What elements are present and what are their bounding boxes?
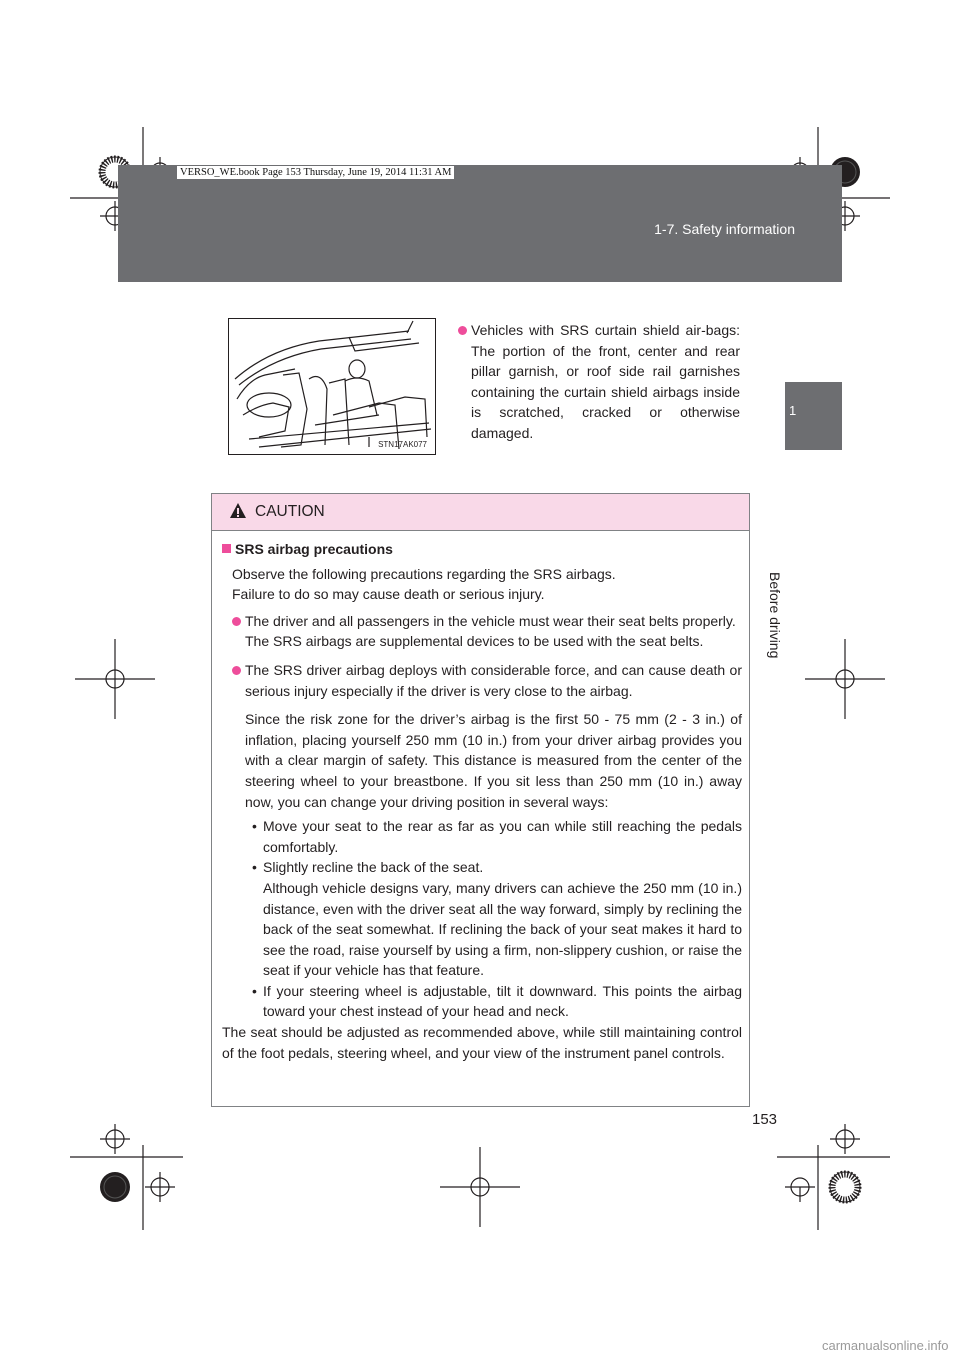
caution-bullet xyxy=(222,611,742,652)
chapter-number: 1 xyxy=(789,403,797,418)
airbag-figure xyxy=(228,318,436,455)
caution-box xyxy=(211,493,750,1107)
caution-heading-text: SRS airbag precautions xyxy=(235,541,393,557)
caution-heading xyxy=(222,539,742,560)
section-title: 1-7. Safety information xyxy=(654,221,795,237)
intro-bullet-text: Vehicles with SRS curtain shield air-bags: The portion of the front, center and rear pillar garnish, or roof side rail garnishes containing the curtain shield airbags inside is scratched, cracked or otherwise damaged. xyxy=(471,322,740,441)
caution-intro: Observe the following precautions regarding the SRS airbags. xyxy=(232,565,616,582)
figure-code: STN17AK077 xyxy=(378,440,427,449)
bullet-icon xyxy=(232,617,241,626)
watermark: carmanualsonline.info xyxy=(822,1338,949,1353)
caution-bullet-lead: The driver and all passengers in the vehicle must wear their seat belts properly. xyxy=(245,612,736,629)
chapter-title: Before driving xyxy=(767,572,783,659)
dot-marker: • xyxy=(252,859,257,876)
caution-bullet-lead: The SRS driver airbag deploys with considerable force, and can cause death or serious injury especially if the driver is very close to the airbag. xyxy=(245,661,742,699)
caution-bullet xyxy=(222,660,742,812)
intro-bullet xyxy=(458,320,740,443)
dash-list xyxy=(222,816,742,1022)
dash-item xyxy=(222,816,742,857)
book-meta: VERSO_WE.book Page 153 Thursday, June 19, 2014 11:31 AM xyxy=(177,166,454,179)
dot-marker: • xyxy=(252,982,257,999)
bullet-icon xyxy=(458,326,467,335)
caution-title: CAUTION xyxy=(255,503,325,520)
dash-item-text: Move your seat to the rear as far as you can while still reaching the pedals comfortably. xyxy=(263,818,742,855)
dash-item xyxy=(222,981,742,1022)
caution-bullet-follow: The SRS airbags are supplemental devices to be used with the seat belts. xyxy=(245,633,704,650)
dash-item-text: Slightly recline the back of the seat. xyxy=(263,859,484,876)
square-bullet-icon xyxy=(222,544,231,553)
page-number: 153 xyxy=(752,1111,778,1128)
dot-marker: • xyxy=(252,818,257,835)
dash-item xyxy=(222,857,742,981)
intro-text xyxy=(458,320,740,443)
caution-header xyxy=(212,494,749,531)
dash-item-note: Although vehicle designs vary, many drivers can achieve the 250 mm (10 in.) distance, even with the driver seat all the way forward, simply by reclining the back of the seat somewhat. If reclining the back of your seat makes it hard to see the road, raise yourself by using a firm, non-slippery cushion, or raise the seat if your vehicle has that feature. xyxy=(263,879,742,979)
bullet-icon xyxy=(232,666,241,675)
caution-intro-2: Failure to do so may cause death or serious injury. xyxy=(232,586,545,603)
vehicle-interior-illustration xyxy=(229,319,435,454)
dash-item-text: If your steering wheel is adjustable, tilt it downward. This points the airbag toward your chest instead of your head and neck. xyxy=(263,982,742,1020)
caution-body xyxy=(222,539,742,1063)
warning-triangle-icon xyxy=(229,502,247,519)
chapter-tab xyxy=(785,382,842,450)
caution-bullet-follow: Since the risk zone for the driver’s airbag is the first 50 - 75 mm (2 - 3 in.) of inflation, placing yourself 250 mm (10 in.) from your driver airbag provides you with a clear margin of safety. This distance is measured from the center of the steering wheel to your breastbone. If you sit less than 250 mm (10 in.) away now, you can change your driving position in several ways: xyxy=(245,711,742,810)
caution-closing: The seat should be adjusted as recommended above, while still maintaining control of the foot pedals, steering wheel, and your view of the instrument panel controls. xyxy=(222,1024,742,1061)
